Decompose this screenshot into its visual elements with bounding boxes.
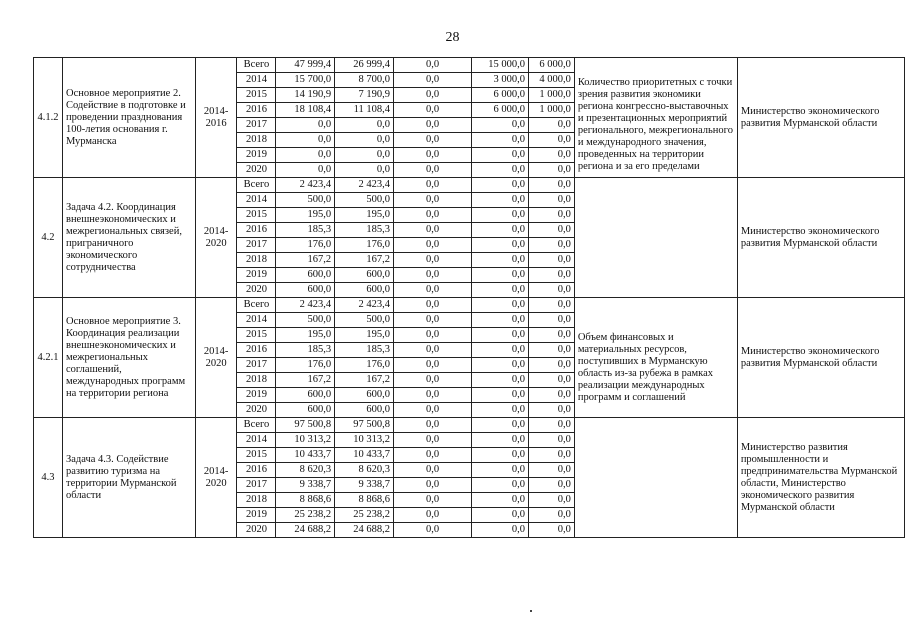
year-cell: 2017 [237,478,276,493]
year-cell: Всего [237,298,276,313]
executor-text: Министерство экономического развития Мурманской области [737,58,904,178]
amount-cell: 0,0 [472,238,529,253]
amount-cell: 6 000,0 [472,103,529,118]
amount-cell: 0,0 [393,178,471,193]
activity-name: Задача 4.3. Содействие развитию туризма на территории Мурманской области [62,418,195,538]
row-code: 4.1.2 [34,58,63,178]
amount-cell: 0,0 [393,313,471,328]
amount-cell: 0,0 [276,148,335,163]
amount-cell: 500,0 [335,313,394,328]
amount-cell: 600,0 [276,268,335,283]
amount-cell: 47 999,4 [276,58,335,73]
amount-cell: 0,0 [528,418,574,433]
year-cell: 2020 [237,283,276,298]
amount-cell: 0,0 [528,193,574,208]
amount-cell: 0,0 [472,508,529,523]
amount-cell: 0,0 [528,313,574,328]
period: 2014-2020 [195,418,237,538]
amount-cell: 97 500,8 [276,418,335,433]
scan-speck [530,610,532,612]
amount-cell: 0,0 [393,163,471,178]
year-cell: 2019 [237,148,276,163]
amount-cell: 0,0 [472,343,529,358]
amount-cell: 0,0 [393,328,471,343]
row-code: 4.2.1 [34,298,63,418]
table-row [34,298,905,313]
amount-cell: 8 620,3 [335,463,394,478]
amount-cell: 0,0 [472,328,529,343]
year-cell: 2015 [237,88,276,103]
year-cell: Всего [237,178,276,193]
amount-cell: 195,0 [276,208,335,223]
amount-cell: 600,0 [335,388,394,403]
amount-cell: 176,0 [276,358,335,373]
year-cell: 2020 [237,403,276,418]
year-cell: 2020 [237,523,276,538]
table-row [34,418,905,433]
year-cell: 2018 [237,493,276,508]
amount-cell: 9 338,7 [335,478,394,493]
amount-cell: 15 000,0 [472,58,529,73]
amount-cell: 24 688,2 [276,523,335,538]
activity-name: Основное мероприятие 3. Координация реализации внешнеэкономических и межрегиональных соглашений, международных программ на территории региона [62,298,195,418]
amount-cell: 0,0 [528,178,574,193]
amount-cell: 10 433,7 [276,448,335,463]
indicator-text: Количество приоритетных с точки зрения развития экономики региона конгрессно-выставочных и презентационных мероприятий регионального, межрегионального и международного значения, проведенных на территории региона и за его пределами [574,58,737,178]
amount-cell: 0,0 [393,58,471,73]
amount-cell: 0,0 [528,343,574,358]
amount-cell: 15 700,0 [276,73,335,88]
amount-cell: 600,0 [335,403,394,418]
amount-cell: 0,0 [393,298,471,313]
activity-name: Основное мероприятие 2. Содействие в подготовке и проведении празднования 100-летия основания г. Мурманска [62,58,195,178]
amount-cell: 195,0 [335,328,394,343]
amount-cell: 0,0 [393,118,471,133]
indicator-text [574,178,737,298]
amount-cell: 14 190,9 [276,88,335,103]
amount-cell: 0,0 [528,163,574,178]
amount-cell: 0,0 [393,73,471,88]
amount-cell: 500,0 [276,193,335,208]
amount-cell: 2 423,4 [276,298,335,313]
amount-cell: 0,0 [472,193,529,208]
amount-cell: 600,0 [276,403,335,418]
amount-cell: 0,0 [528,298,574,313]
amount-cell: 0,0 [276,163,335,178]
amount-cell: 0,0 [335,118,394,133]
amount-cell: 0,0 [472,493,529,508]
period: 2014-2016 [195,58,237,178]
amount-cell: 97 500,8 [335,418,394,433]
amount-cell: 0,0 [528,238,574,253]
amount-cell: 11 108,4 [335,103,394,118]
amount-cell: 0,0 [472,208,529,223]
amount-cell: 0,0 [528,268,574,283]
amount-cell: 0,0 [472,163,529,178]
table-row [34,178,905,193]
amount-cell: 3 000,0 [472,73,529,88]
year-cell: Всего [237,58,276,73]
amount-cell: 0,0 [472,388,529,403]
amount-cell: 26 999,4 [335,58,394,73]
amount-cell: 600,0 [335,268,394,283]
amount-cell: 0,0 [472,268,529,283]
amount-cell: 0,0 [528,358,574,373]
amount-cell: 6 000,0 [472,88,529,103]
year-cell: 2017 [237,118,276,133]
year-cell: 2019 [237,268,276,283]
amount-cell: 0,0 [393,238,471,253]
indicator-text [574,418,737,538]
amount-cell: 0,0 [393,343,471,358]
amount-cell: 0,0 [393,508,471,523]
amount-cell: 0,0 [528,253,574,268]
amount-cell: 167,2 [335,253,394,268]
year-cell: 2014 [237,433,276,448]
amount-cell: 0,0 [472,313,529,328]
year-cell: 2014 [237,73,276,88]
table-row [34,58,905,73]
amount-cell: 600,0 [335,283,394,298]
amount-cell: 0,0 [276,133,335,148]
program-table [33,57,905,538]
year-cell: 2018 [237,133,276,148]
year-cell: 2014 [237,193,276,208]
amount-cell: 0,0 [393,88,471,103]
year-cell: 2018 [237,373,276,388]
amount-cell: 0,0 [393,388,471,403]
amount-cell: 0,0 [472,148,529,163]
amount-cell: 8 868,6 [335,493,394,508]
amount-cell: 0,0 [472,133,529,148]
amount-cell: 176,0 [335,358,394,373]
year-cell: 2016 [237,343,276,358]
amount-cell: 8 620,3 [276,463,335,478]
page-number: 28 [445,30,460,45]
amount-cell: 185,3 [276,343,335,358]
amount-cell: 0,0 [393,148,471,163]
amount-cell: 0,0 [393,283,471,298]
amount-cell: 8 700,0 [335,73,394,88]
amount-cell: 25 238,2 [335,508,394,523]
year-cell: 2017 [237,358,276,373]
amount-cell: 4 000,0 [528,73,574,88]
amount-cell: 500,0 [335,193,394,208]
amount-cell: 0,0 [472,463,529,478]
amount-cell: 0,0 [528,373,574,388]
year-cell: 2020 [237,163,276,178]
amount-cell: 0,0 [528,388,574,403]
amount-cell: 0,0 [472,478,529,493]
amount-cell: 0,0 [528,448,574,463]
row-code: 4.2 [34,178,63,298]
amount-cell: 0,0 [472,448,529,463]
amount-cell: 0,0 [472,253,529,268]
amount-cell: 0,0 [393,268,471,283]
activity-name: Задача 4.2. Координация внешнеэкономических и межрегиональных связей, приграничного экономического сотрудничества [62,178,195,298]
amount-cell: 0,0 [528,433,574,448]
amount-cell: 0,0 [393,403,471,418]
year-cell: 2015 [237,328,276,343]
executor-text: Министерство экономического развития Мурманской области [737,178,904,298]
amount-cell: 0,0 [472,178,529,193]
amount-cell: 9 338,7 [276,478,335,493]
amount-cell: 0,0 [472,403,529,418]
amount-cell: 0,0 [393,253,471,268]
amount-cell: 176,0 [335,238,394,253]
amount-cell: 10 433,7 [335,448,394,463]
period: 2014-2020 [195,298,237,418]
amount-cell: 0,0 [393,478,471,493]
amount-cell: 0,0 [528,403,574,418]
amount-cell: 0,0 [472,433,529,448]
amount-cell: 18 108,4 [276,103,335,118]
period: 2014-2020 [195,178,237,298]
amount-cell: 10 313,2 [276,433,335,448]
executor-text: Министерство развития промышленности и предпринимательства Мурманской области, Министерство экономического развития Мурманской области [737,418,904,538]
amount-cell: 0,0 [335,148,394,163]
row-code: 4.3 [34,418,63,538]
amount-cell: 0,0 [472,358,529,373]
year-cell: Всего [237,418,276,433]
amount-cell: 185,3 [276,223,335,238]
amount-cell: 0,0 [528,148,574,163]
amount-cell: 0,0 [393,193,471,208]
amount-cell: 7 190,9 [335,88,394,103]
amount-cell: 0,0 [393,433,471,448]
year-cell: 2014 [237,313,276,328]
amount-cell: 0,0 [472,223,529,238]
year-cell: 2019 [237,388,276,403]
amount-cell: 0,0 [393,493,471,508]
year-cell: 2016 [237,103,276,118]
amount-cell: 8 868,6 [276,493,335,508]
amount-cell: 0,0 [472,523,529,538]
amount-cell: 0,0 [528,133,574,148]
amount-cell: 0,0 [393,223,471,238]
executor-text: Министерство экономического развития Мурманской области [737,298,904,418]
amount-cell: 0,0 [528,283,574,298]
amount-cell: 0,0 [472,373,529,388]
amount-cell: 195,0 [276,328,335,343]
year-cell: 2015 [237,448,276,463]
amount-cell: 0,0 [393,208,471,223]
amount-cell: 0,0 [472,298,529,313]
amount-cell: 0,0 [393,373,471,388]
amount-cell: 2 423,4 [276,178,335,193]
year-cell: 2019 [237,508,276,523]
amount-cell: 500,0 [276,313,335,328]
amount-cell: 0,0 [528,208,574,223]
amount-cell: 25 238,2 [276,508,335,523]
amount-cell: 1 000,0 [528,88,574,103]
amount-cell: 0,0 [393,523,471,538]
amount-cell: 1 000,0 [528,103,574,118]
amount-cell: 10 313,2 [335,433,394,448]
amount-cell: 24 688,2 [335,523,394,538]
amount-cell: 167,2 [276,373,335,388]
amount-cell: 0,0 [276,118,335,133]
amount-cell: 0,0 [335,133,394,148]
amount-cell: 185,3 [335,223,394,238]
amount-cell: 0,0 [393,358,471,373]
year-cell: 2016 [237,463,276,478]
amount-cell: 185,3 [335,343,394,358]
amount-cell: 0,0 [528,493,574,508]
amount-cell: 600,0 [276,388,335,403]
amount-cell: 0,0 [528,328,574,343]
year-cell: 2015 [237,208,276,223]
amount-cell: 176,0 [276,238,335,253]
amount-cell: 0,0 [393,448,471,463]
amount-cell: 2 423,4 [335,298,394,313]
year-cell: 2016 [237,223,276,238]
amount-cell: 0,0 [528,523,574,538]
amount-cell: 0,0 [528,478,574,493]
year-cell: 2018 [237,253,276,268]
amount-cell: 0,0 [528,223,574,238]
amount-cell: 195,0 [335,208,394,223]
amount-cell: 0,0 [393,463,471,478]
amount-cell: 0,0 [335,163,394,178]
amount-cell: 0,0 [393,103,471,118]
amount-cell: 600,0 [276,283,335,298]
amount-cell: 0,0 [472,118,529,133]
amount-cell: 0,0 [393,418,471,433]
amount-cell: 167,2 [335,373,394,388]
amount-cell: 167,2 [276,253,335,268]
amount-cell: 2 423,4 [335,178,394,193]
amount-cell: 0,0 [472,283,529,298]
year-cell: 2017 [237,238,276,253]
amount-cell: 0,0 [528,463,574,478]
indicator-text: Объем финансовых и материальных ресурсов, поступивших в Мурманскую область из-за рубежа в рамках реализации международных программ и соглашений [574,298,737,418]
amount-cell: 0,0 [472,418,529,433]
amount-cell: 0,0 [393,133,471,148]
amount-cell: 0,0 [528,118,574,133]
amount-cell: 6 000,0 [528,58,574,73]
amount-cell: 0,0 [528,508,574,523]
